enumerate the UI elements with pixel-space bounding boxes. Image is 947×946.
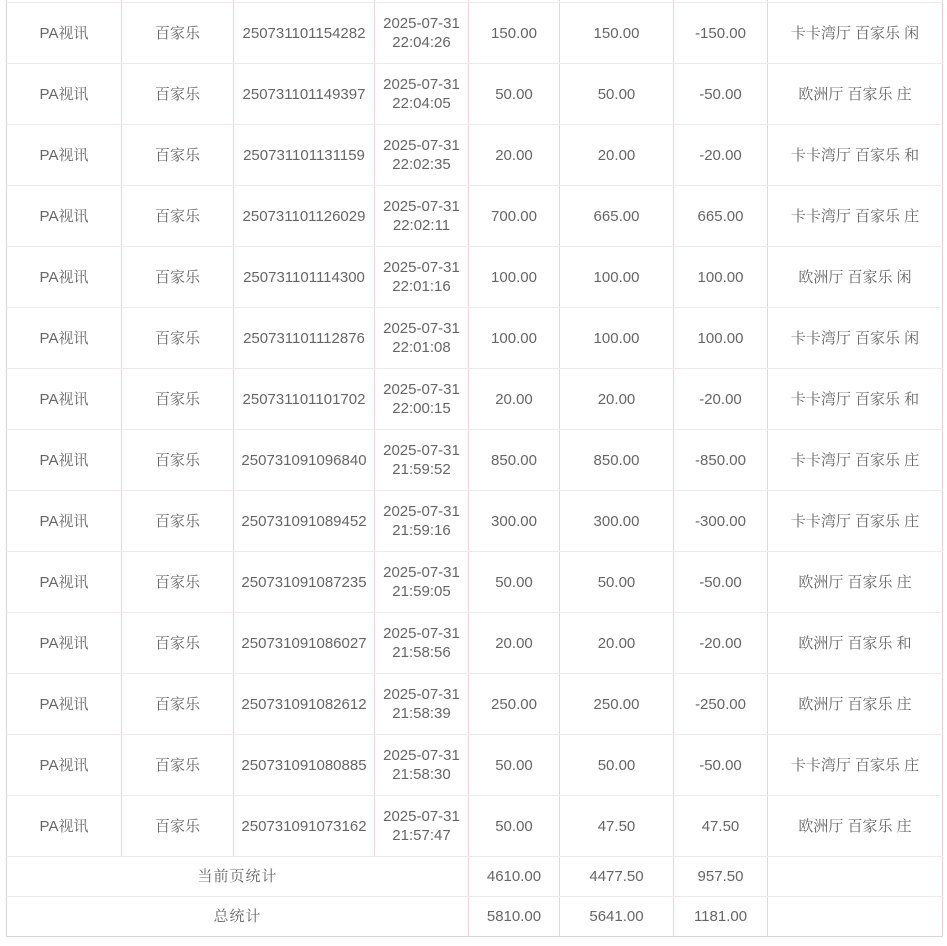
cell-platform: PA视讯 [7, 735, 122, 796]
table-row [7, 125, 943, 186]
cell-bet-amount: 50.00 [469, 64, 560, 125]
cell-platform: PA视讯 [7, 308, 122, 369]
table-row [7, 552, 943, 613]
cell-game-type: 百家乐 [122, 674, 234, 735]
order-number-text: 250731101101702 [242, 390, 366, 408]
cell-platform: PA视讯 [7, 552, 122, 613]
cell-table-detail: 欧洲厅 百家乐 庄 [768, 552, 943, 613]
cell-order-number [234, 674, 375, 735]
order-number-text: 250731091080885 [241, 756, 367, 774]
total-summary-amount: 5810.00 [469, 897, 560, 937]
order-number-text: 250731091089452 [241, 512, 367, 530]
order-number-text: 250731101126029 [242, 207, 366, 225]
cell-valid-amount: 50.00 [560, 552, 674, 613]
cell-bet-time: 2025-07-31 21:58:30 [375, 735, 469, 796]
cell-bet-amount: 50.00 [469, 552, 560, 613]
cell-order-number [234, 308, 375, 369]
cell-bet-time: 2025-07-31 22:02:35 [375, 125, 469, 186]
cell-bet-amount: 300.00 [469, 491, 560, 552]
cell-order-number [234, 430, 375, 491]
order-number-text: 250731091087235 [241, 573, 367, 591]
page-summary-empty-cell [768, 857, 943, 897]
table-row [7, 735, 943, 796]
cell-valid-amount: 47.50 [560, 796, 674, 857]
cell-bet-time: 2025-07-31 22:01:16 [375, 247, 469, 308]
cell-win-loss: -850.00 [674, 430, 768, 491]
cell-bet-amount: 150.00 [469, 3, 560, 64]
cell-bet-amount: 100.00 [469, 308, 560, 369]
total-summary-valid: 5641.00 [560, 897, 674, 937]
cell-win-loss: 100.00 [674, 247, 768, 308]
table-row [7, 430, 943, 491]
total-summary-profit: 1181.00 [674, 897, 768, 937]
cell-valid-amount: 250.00 [560, 674, 674, 735]
cell-bet-amount: 20.00 [469, 613, 560, 674]
cell-game-type: 百家乐 [122, 430, 234, 491]
table-row [7, 491, 943, 552]
summary-body [7, 857, 943, 937]
order-number-text: 250731101149397 [242, 85, 366, 103]
page-summary-label: 当前页统计 [7, 857, 469, 897]
cell-win-loss: -250.00 [674, 674, 768, 735]
cell-game-type: 百家乐 [122, 247, 234, 308]
cell-table-detail: 欧洲厅 百家乐 闲 [768, 247, 943, 308]
cell-order-number [234, 369, 375, 430]
total-summary-row [7, 897, 943, 937]
cell-table-detail: 卡卡湾厅 百家乐 庄 [768, 430, 943, 491]
cell-valid-amount: 100.00 [560, 247, 674, 308]
cell-bet-amount: 250.00 [469, 674, 560, 735]
cell-win-loss: 665.00 [674, 186, 768, 247]
cell-game-type: 百家乐 [122, 552, 234, 613]
cell-bet-time: 2025-07-31 21:57:47 [375, 796, 469, 857]
table-body [7, 0, 943, 857]
cell-valid-amount: 100.00 [560, 308, 674, 369]
cell-valid-amount: 150.00 [560, 3, 674, 64]
table-row [7, 613, 943, 674]
cell-game-type: 百家乐 [122, 186, 234, 247]
cell-bet-amount: 20.00 [469, 125, 560, 186]
cell-valid-amount: 20.00 [560, 125, 674, 186]
cell-table-detail: 欧洲厅 百家乐 和 [768, 613, 943, 674]
cell-order-number [234, 552, 375, 613]
order-number-text: 250731101112876 [243, 329, 365, 347]
cell-bet-amount: 50.00 [469, 735, 560, 796]
cell-bet-time: 2025-07-31 22:01:08 [375, 308, 469, 369]
total-summary-empty-cell [768, 897, 943, 937]
cell-win-loss: 100.00 [674, 308, 768, 369]
cell-table-detail: 卡卡湾厅 百家乐 和 [768, 125, 943, 186]
cell-table-detail: 卡卡湾厅 百家乐 庄 [768, 735, 943, 796]
cell-bet-amount: 700.00 [469, 186, 560, 247]
cell-win-loss: -20.00 [674, 125, 768, 186]
cell-table-detail: 欧洲厅 百家乐 庄 [768, 64, 943, 125]
page-summary-amount: 4610.00 [469, 857, 560, 897]
cell-bet-time: 2025-07-31 21:59:16 [375, 491, 469, 552]
cell-win-loss: -300.00 [674, 491, 768, 552]
cell-win-loss: -20.00 [674, 613, 768, 674]
page-summary-valid: 4477.50 [560, 857, 674, 897]
order-number-text: 250731101131159 [243, 146, 365, 164]
cell-valid-amount: 20.00 [560, 369, 674, 430]
cell-platform: PA视讯 [7, 491, 122, 552]
table-row [7, 369, 943, 430]
cell-table-detail: 卡卡湾厅 百家乐 闲 [768, 3, 943, 64]
cell-platform: PA视讯 [7, 369, 122, 430]
table-row [7, 247, 943, 308]
cell-bet-time: 2025-07-31 22:04:05 [375, 64, 469, 125]
cell-order-number [234, 247, 375, 308]
order-number-text: 250731091082612 [241, 695, 367, 713]
cell-order-number [234, 3, 375, 64]
cell-order-number [234, 186, 375, 247]
order-number-text: 250731101114300 [243, 268, 365, 286]
cell-order-number [234, 491, 375, 552]
cell-order-number [234, 735, 375, 796]
cell-table-detail: 欧洲厅 百家乐 庄 [768, 796, 943, 857]
table-row [7, 796, 943, 857]
cell-bet-amount: 20.00 [469, 369, 560, 430]
cell-bet-time: 2025-07-31 21:59:05 [375, 552, 469, 613]
cell-game-type: 百家乐 [122, 735, 234, 796]
total-summary-label: 总统计 [7, 897, 469, 937]
cell-platform: PA视讯 [7, 430, 122, 491]
cell-win-loss: -50.00 [674, 735, 768, 796]
table-row [7, 3, 943, 64]
cell-bet-time: 2025-07-31 21:59:52 [375, 430, 469, 491]
cell-order-number [234, 796, 375, 857]
cell-game-type: 百家乐 [122, 491, 234, 552]
bet-records-table [6, 0, 943, 937]
cell-bet-amount: 100.00 [469, 247, 560, 308]
cell-order-number [234, 613, 375, 674]
table-row [7, 64, 943, 125]
cell-table-detail: 卡卡湾厅 百家乐 庄 [768, 186, 943, 247]
cell-platform: PA视讯 [7, 674, 122, 735]
cell-valid-amount: 665.00 [560, 186, 674, 247]
cell-win-loss: -20.00 [674, 369, 768, 430]
cell-win-loss: 47.50 [674, 796, 768, 857]
table-row [7, 674, 943, 735]
cell-bet-time: 2025-07-31 21:58:56 [375, 613, 469, 674]
cell-platform: PA视讯 [7, 247, 122, 308]
cell-win-loss: -50.00 [674, 64, 768, 125]
cell-valid-amount: 20.00 [560, 613, 674, 674]
cell-platform: PA视讯 [7, 64, 122, 125]
cell-table-detail: 欧洲厅 百家乐 庄 [768, 674, 943, 735]
cell-valid-amount: 300.00 [560, 491, 674, 552]
cell-game-type: 百家乐 [122, 796, 234, 857]
cell-valid-amount: 850.00 [560, 430, 674, 491]
table-row [7, 308, 943, 369]
cell-platform: PA视讯 [7, 3, 122, 64]
cell-game-type: 百家乐 [122, 369, 234, 430]
cell-bet-time: 2025-07-31 22:04:26 [375, 3, 469, 64]
cell-game-type: 百家乐 [122, 125, 234, 186]
records-table [6, 0, 943, 937]
cell-game-type: 百家乐 [122, 3, 234, 64]
cell-table-detail: 卡卡湾厅 百家乐 庄 [768, 491, 943, 552]
cell-platform: PA视讯 [7, 613, 122, 674]
cell-platform: PA视讯 [7, 796, 122, 857]
cell-game-type: 百家乐 [122, 613, 234, 674]
cell-order-number [234, 64, 375, 125]
cell-valid-amount: 50.00 [560, 64, 674, 125]
cell-bet-amount: 850.00 [469, 430, 560, 491]
cell-win-loss: -150.00 [674, 3, 768, 64]
cell-game-type: 百家乐 [122, 308, 234, 369]
cell-platform: PA视讯 [7, 125, 122, 186]
cell-order-number [234, 125, 375, 186]
cell-game-type: 百家乐 [122, 64, 234, 125]
cell-bet-amount: 50.00 [469, 796, 560, 857]
page-summary-row [7, 857, 943, 897]
cell-valid-amount: 50.00 [560, 735, 674, 796]
cell-bet-time: 2025-07-31 21:58:39 [375, 674, 469, 735]
cell-table-detail: 卡卡湾厅 百家乐 和 [768, 369, 943, 430]
order-number-text: 250731091073162 [241, 817, 367, 835]
cell-win-loss: -50.00 [674, 552, 768, 613]
table-row [7, 186, 943, 247]
cell-bet-time: 2025-07-31 22:02:11 [375, 186, 469, 247]
cell-table-detail: 卡卡湾厅 百家乐 闲 [768, 308, 943, 369]
cell-platform: PA视讯 [7, 186, 122, 247]
page-summary-profit: 957.50 [674, 857, 768, 897]
cell-bet-time: 2025-07-31 22:00:15 [375, 369, 469, 430]
order-number-text: 250731101154282 [242, 24, 366, 42]
order-number-text: 250731091096840 [241, 451, 367, 469]
order-number-text: 250731091086027 [241, 634, 367, 652]
